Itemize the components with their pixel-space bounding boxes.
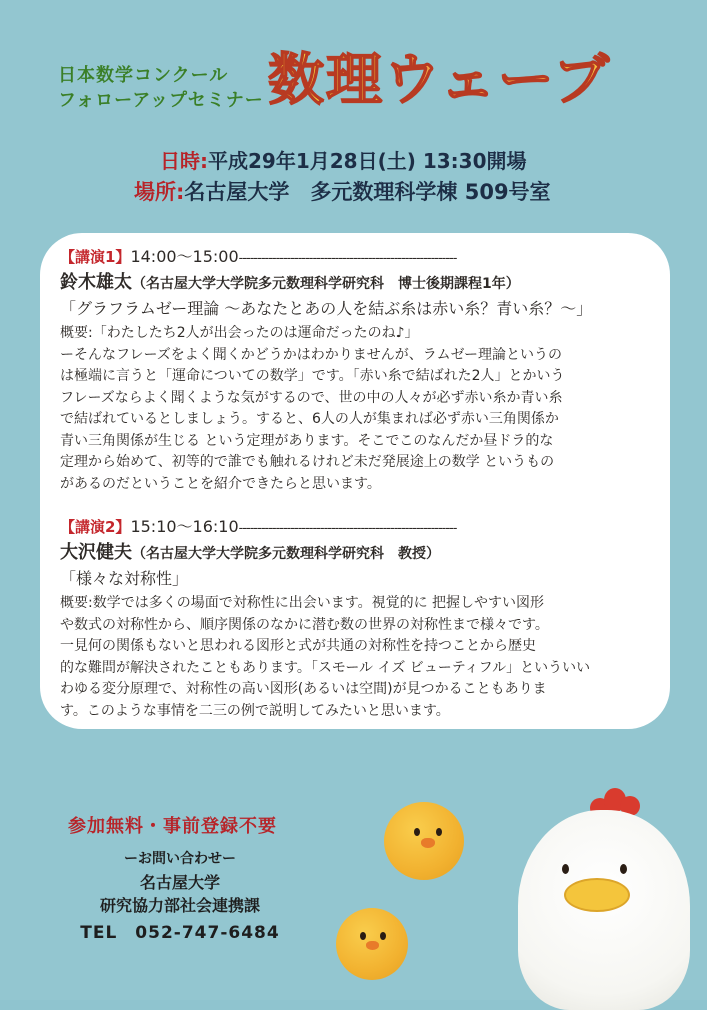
abstract-line: や数式の対称性から、順序関係のなかに潜む数の世界の対称性まで様々です。 bbox=[60, 616, 549, 633]
chick-illustration bbox=[384, 802, 464, 882]
abstract-line: 青い三角関係が生じる という定理があります。そこでこのなんだか昼ドラ的な bbox=[60, 432, 554, 449]
contact-phone: TEL 052-747-6484 bbox=[80, 923, 280, 943]
title-char: 数 bbox=[268, 48, 326, 113]
abstract-line: 的な難問が解決されたこともあります。「スモール イズ ビューティフル」といういい bbox=[60, 659, 591, 676]
lecture-1-abstract bbox=[60, 323, 660, 495]
abstract-line: 一見何の関係もないと思われる図形と式が共通の対称性を持つことから歴史 bbox=[60, 638, 536, 654]
abstract-line: 概要:「わたしたち2人が出会ったのは運命だったのね♪」 bbox=[60, 325, 419, 341]
speaker-affiliation: （名古屋大学大学院多元数理科学研究科 博士後期課程1年） bbox=[132, 276, 520, 292]
title-char: 理 bbox=[326, 48, 384, 113]
abstract-line: ーそんなフレーズをよく聞くかどうかはわかりませんが、ラムゼー理論というの bbox=[60, 346, 563, 363]
event-date bbox=[160, 148, 527, 174]
dash-rule: ----------------------------------------------------------- bbox=[238, 521, 457, 536]
abstract-line: があるのだということを紹介できたらと思います。 bbox=[60, 475, 381, 492]
place-value: 名古屋大学 多元数理科学棟 509号室 bbox=[184, 180, 551, 204]
place-label: 場所: bbox=[134, 180, 185, 204]
abstract-line: わゆる変分原理で、対称性の高い図形(あるいは空間)が見つかることもありま bbox=[60, 681, 547, 697]
abstract-line: す。このような事情を二三の例で説明してみたいと思います。 bbox=[60, 702, 450, 719]
date-label: 日時: bbox=[160, 149, 208, 173]
contact-org: 名古屋大学 bbox=[139, 873, 220, 892]
lecture-tag: 【講演2】 bbox=[60, 518, 131, 536]
abstract-line: 概要:数学では多くの場面で対称性に出会います。視覚的に 把握しやすい図形 bbox=[60, 595, 545, 611]
free-admission-notice: 参加無料・事前登録不要 bbox=[68, 816, 277, 837]
event-place bbox=[134, 179, 551, 205]
lecture-time: 14:00～15:00 bbox=[130, 247, 239, 266]
contact-dept: 研究協力部社会連携課 bbox=[99, 896, 260, 915]
inquiry-label: ーお問い合わせー bbox=[124, 851, 236, 867]
title-char: ー bbox=[497, 48, 553, 113]
seminar-title bbox=[268, 48, 611, 114]
speaker-name: 大沢健夫 bbox=[60, 542, 132, 563]
title-char: ウ bbox=[384, 48, 440, 113]
lecture-tag: 【講演1】 bbox=[60, 248, 131, 266]
lecture-1 bbox=[60, 246, 660, 495]
lecture-time: 15:10～16:10 bbox=[130, 517, 239, 536]
lecture-1-header bbox=[60, 246, 660, 270]
series-name-line2: フォローアップセミナー bbox=[58, 90, 264, 111]
lecture-2 bbox=[60, 516, 660, 722]
date-value: 平成29年1月28日(土) 13:30開場 bbox=[208, 149, 527, 173]
title-char: ェ bbox=[439, 48, 498, 113]
abstract-line: 定理から始めて、初等的で誰でも触れるけれど未だ発展途上の数学 というもの bbox=[60, 454, 555, 470]
lecture-1-speaker bbox=[60, 270, 660, 297]
speaker-name: 鈴木雄太 bbox=[60, 272, 132, 293]
speaker-affiliation: （名古屋大学大学院多元数理科学研究科 教授） bbox=[132, 546, 440, 562]
lecture-1-title: 「グラフラムゼー理論 ～あなたとあの人を結ぶ糸は赤い糸？青い糸？～」 bbox=[60, 299, 593, 318]
chick-illustration-small bbox=[336, 908, 410, 982]
title-char: ブ bbox=[552, 48, 611, 113]
lecture-2-abstract bbox=[60, 593, 660, 722]
series-name-line1: 日本数学コンクール bbox=[58, 65, 229, 86]
lecture-2-header bbox=[60, 516, 660, 540]
lecture-2-speaker bbox=[60, 540, 660, 567]
hen-illustration bbox=[510, 780, 690, 1000]
abstract-line: は極端に言うと「運命についての数学」です。「赤い糸で結ばれた2人」とかいう bbox=[60, 368, 565, 384]
dash-rule: ----------------------------------------------------------- bbox=[238, 251, 457, 266]
abstract-line: フレーズならよく聞くような気がするので、世の中の人々が必ず赤い糸か青い糸 bbox=[60, 389, 563, 406]
lecture-2-title: 「様々な対称性」 bbox=[60, 569, 189, 588]
abstract-line: で結ばれているとしましょう。すると、6人の人が集まれば必ず赤い三角関係か bbox=[60, 411, 559, 427]
